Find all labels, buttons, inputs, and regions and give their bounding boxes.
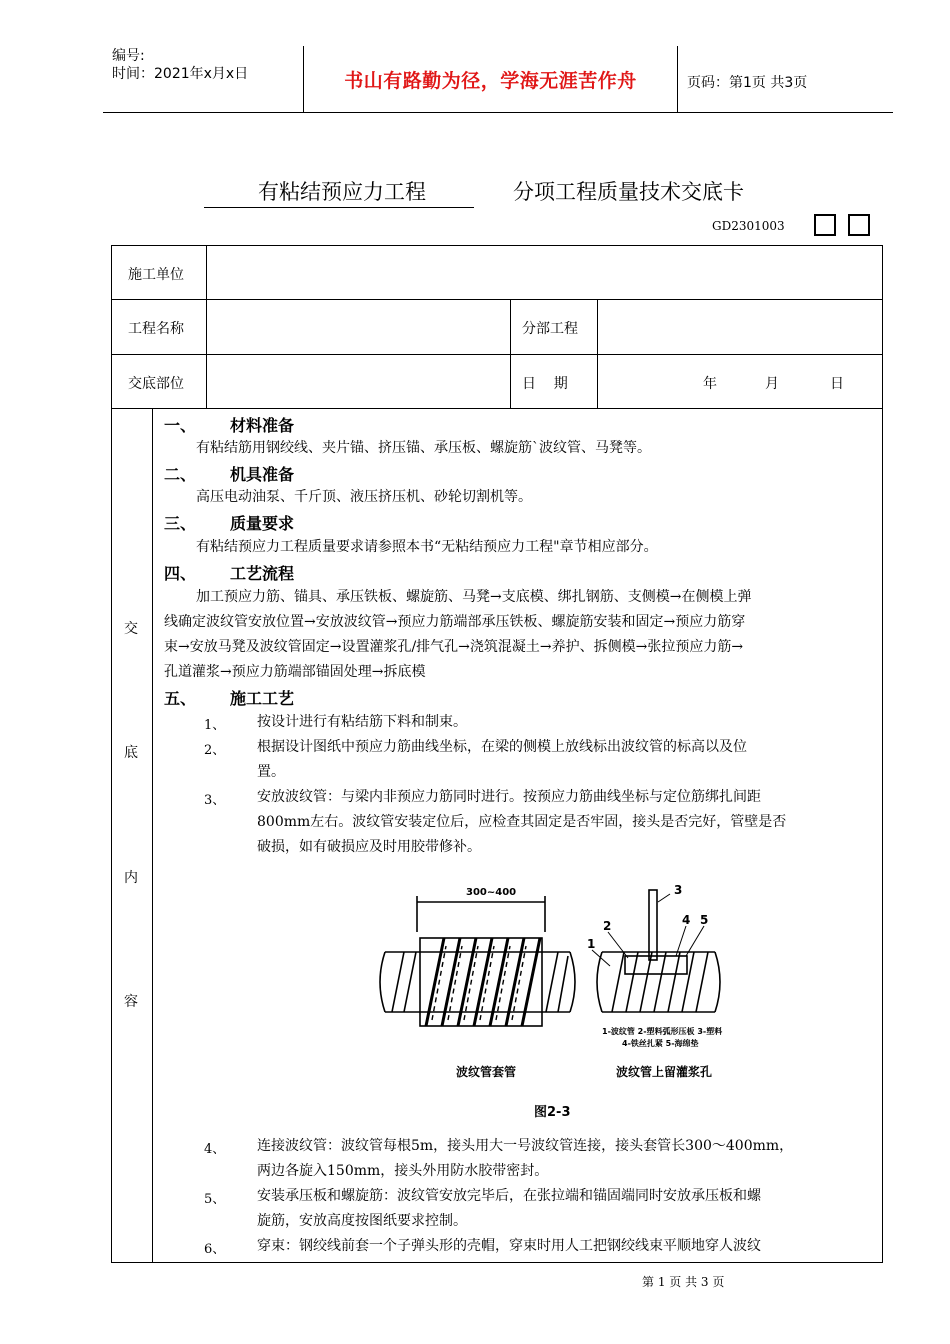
side-label-char: 容	[124, 994, 138, 1010]
table-rule	[111, 354, 883, 355]
code-label: 编号:	[112, 48, 145, 64]
list-item: 安放波纹管：与梁内非预应力筋同时进行。按预应力筋曲线坐标与定位筋绑扎间距 800mm左右。波纹管安装定位后，应检查其固定是否牢固，接头是否完好，管壁是否 破损，如有破损应及时用胶带修补。	[257, 789, 787, 855]
item-number: 1、	[204, 718, 226, 733]
side-label-char: 内	[124, 870, 138, 886]
section-text: 有粘结预应力工程质量要求请参照本书“无粘结预应力工程"章节相应部分。	[196, 539, 658, 555]
item-number: 5、	[204, 1192, 226, 1207]
figure-subcaption: 波纹管上留灌浆孔	[616, 1065, 713, 1079]
list-item: 穿束：钢绞线前套一个子弹头形的壳帽，穿束时用人工把钢绞线束平顺地穿人波纹	[257, 1238, 761, 1254]
section-heading: 四、 工艺流程	[164, 564, 295, 583]
title-project-text: 有粘结预应力工程	[204, 176, 474, 208]
section-heading: 二、 机具准备	[164, 465, 295, 484]
plastic-tube	[649, 890, 657, 960]
process-line: 线确定波纹管安放位置→安放波纹管→预应力筋端部承压铁板、螺旋筋安装和固定→预应力筋穿	[164, 614, 746, 630]
pipe-corrugation	[612, 952, 708, 1012]
pipe-end-right	[715, 952, 720, 1012]
disclosure-part-label: 交底部位	[128, 376, 184, 392]
figure-callout-number: 3	[674, 883, 683, 897]
table-rule	[597, 299, 598, 408]
title-project-field	[204, 176, 474, 208]
figure-callout-number: 1	[587, 937, 596, 951]
side-label-char: 底	[124, 745, 138, 761]
pipe-end-right	[570, 952, 575, 1012]
header-rule	[103, 112, 893, 113]
table-rule	[111, 299, 883, 300]
figure-subcaption: 波纹管套管	[456, 1065, 517, 1079]
time-label: 时间：2021年x月x日	[112, 66, 249, 82]
table-rule	[510, 299, 511, 408]
section-heading: 五、 施工工艺	[164, 689, 295, 708]
checkbox[interactable]	[814, 214, 836, 236]
item-number: 6、	[204, 1242, 226, 1257]
pipe-end-left	[597, 952, 602, 1012]
header-divider	[677, 46, 678, 112]
header-motto: 书山有路勤为径，学海无涯苦作舟	[344, 70, 637, 92]
figure-callout-number: 5	[700, 913, 709, 927]
corrugated-pipe-figure	[370, 880, 740, 1130]
date-label: 日 期	[522, 376, 568, 392]
section-heading: 一、 材料准备	[164, 416, 295, 435]
item-number: 3、	[204, 793, 226, 808]
section-heading: 三、 质量要求	[164, 514, 295, 533]
table-rule	[152, 408, 153, 1263]
list-item: 根据设计图纸中预应力筋曲线坐标，在梁的侧模上放线标出波纹管的标高以及位 置。	[257, 739, 747, 780]
process-line: 孔道灌浆→预应力筋端部锚固处理→拆底模	[164, 664, 426, 680]
figure-legend: 1-波纹管 2-塑料弧形压板 3-塑料	[602, 1027, 723, 1036]
date-month: 月	[765, 376, 779, 392]
figure-legend: 4-铁丝扎紧 5-海绵垫	[622, 1039, 699, 1048]
list-item: 连接波纹管：波纹管每根5m，接头用大一号波纹管连接，接头套管长300～400mm， 两边各旋入150mm，接头外用防水胶带密封。	[257, 1138, 794, 1179]
project-name-label: 工程名称	[128, 321, 184, 337]
section-text: 高压电动油泵、千斤顶、液压挤压机、砂轮切割机等。	[196, 489, 532, 505]
list-item: 按设计进行有粘结筋下料和制束。	[257, 714, 467, 730]
page-footer: 第 1 页 共 3 页	[642, 1275, 725, 1289]
figure-caption: 图2-3	[534, 1105, 571, 1120]
page-title: 分项工程质量技术交底卡	[513, 180, 744, 204]
item-number: 4、	[204, 1142, 226, 1157]
dimension-label: 300~400	[466, 887, 517, 898]
pipe-end-left	[380, 952, 385, 1012]
table-rule	[206, 245, 207, 408]
sub-project-label: 分部工程	[522, 321, 578, 337]
construction-unit-label: 施工单位	[128, 267, 184, 283]
item-number: 2、	[204, 743, 226, 758]
date-day: 日	[830, 376, 844, 392]
document-code: GD2301003	[712, 219, 785, 233]
section-text: 有粘结筋用钢绞线、夹片锚、挤压锚、承压板、螺旋筋`波纹管、马凳等。	[196, 440, 651, 456]
table-rule	[111, 408, 883, 409]
side-label-char: 交	[124, 621, 138, 637]
process-line: 束→安放马凳及波纹管固定→设置灌浆孔/排气孔→浇筑混凝土→养护、拆侧模→张拉预应力筋→	[164, 639, 744, 655]
date-year: 年	[703, 376, 717, 392]
checkbox[interactable]	[848, 214, 870, 236]
header-meta	[112, 47, 248, 83]
figure-callout-number: 4	[682, 913, 691, 927]
header-page-label: 页码：第1页 共3页	[687, 75, 808, 91]
figure-callout-number: 2	[603, 919, 612, 933]
process-line: 加工预应力筋、锚具、承压铁板、螺旋筋、马凳→支底模、绑扎钢筋、支侧模→在侧模上弹	[196, 589, 752, 605]
list-item: 安装承压板和螺旋筋：波纹管安放完毕后，在张拉端和锚固端同时安放承压板和螺 旋筋，安放高度按图纸要求控制。	[257, 1188, 761, 1229]
